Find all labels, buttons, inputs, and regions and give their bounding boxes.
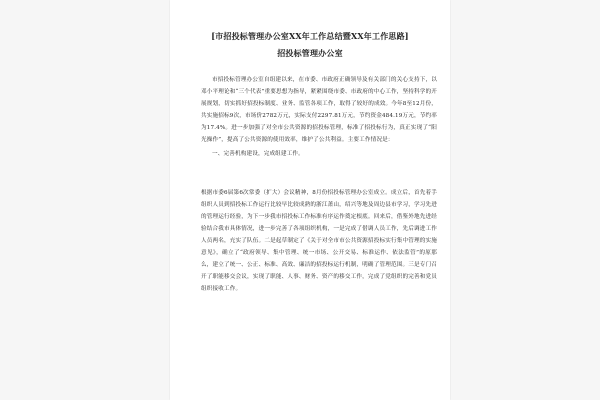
document-page bbox=[170, 0, 450, 400]
paragraph-intro: 市招投标管理办公室自组建以来，在市委、市政府正确领导及有关部门的关心支持下，以邓小平理论和“三个代表”重要思想为指导，紧紧围绕市委、市政府的中心工作，坚持科学的开展规划，切实抓好招投标制度、业务、监管各项工作，取得了较好的成效。今年8至12月份，共实施招标9次，市场价2782万元，实际支付2297.81万元，节约资金484.19万元，节约率为17.4%。进一步加强了对全市公共资源的招投标管理，标准了招投标行为，真正实现了“阳光操作”，提高了公共资源的使用效率，维护了公共利益。主要工作情况是： bbox=[201, 77, 437, 143]
paragraph-gap bbox=[201, 160, 437, 187]
document-body bbox=[201, 74, 437, 295]
document-subtitle: 招投标管理办公室 bbox=[277, 48, 343, 58]
section-heading: 一、完善机构建设，完成组建工作。 bbox=[212, 151, 304, 157]
paragraph-body: 根据市委6届第6次常委（扩大）会议精神，8月份招投标管理办公室成立。成立后，首先着手组织人员到招投标工作运行比较早比较成熟的浙江萧山，绍兴等地及周边县市学习，学习先进的管理运行经验，为下一步我市招投标工作标准有序运作奠定根底。回来后，借鉴外地先进经验结合我市具体情况，进一步完善了各项组织机构，一是完成了借调人员工作，先后调进工作人员两名，充实了队伍。二是起草制定了《关于对全市市公共资源招投标实行集中管理的实施意见》，确立了“政府领导、集中管理、统一市场、公开交易、标准运作、依法监管”的原那么，建立了统一、公正、标准、高效、廉洁的招投标运行机制，明确了管理范围。三是专门召开了职能移交会议，实现了职能、人事、财务、资产的移交工作，完成了党组织的完善和党员组织接收工作。 bbox=[201, 190, 437, 292]
document-title: [市招投标管理办公室XX年工作总结暨XX年工作思路] bbox=[211, 31, 409, 41]
